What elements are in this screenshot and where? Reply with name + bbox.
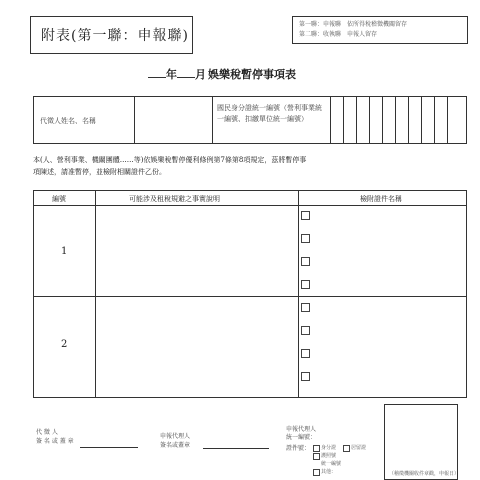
option-id-card: 身分證 <box>321 445 337 451</box>
agent-id-label: 申報代理人 統一編號： <box>286 426 317 441</box>
header-documents: 檢附證件名稱 <box>360 195 402 203</box>
row-1-number: 1 <box>61 246 68 257</box>
copy-notes-box <box>292 16 468 44</box>
stamp-box <box>384 404 458 480</box>
row-2-doc-checkbox-3[interactable] <box>301 349 310 358</box>
agent-signature-line[interactable] <box>203 448 269 449</box>
row-2-description[interactable] <box>96 297 298 397</box>
attachment-label-box <box>30 16 193 54</box>
option-id-card-checkbox[interactable] <box>313 445 320 452</box>
name-field[interactable] <box>135 97 212 143</box>
id-label: 國民身分證統一編號（營利事業統一編號、扣繳單位統一編號） <box>217 104 322 123</box>
option-passport-checkbox[interactable] <box>313 453 320 460</box>
name-label: 代徵人姓名、名稱 <box>40 117 96 125</box>
row-2-doc-checkbox-2[interactable] <box>301 326 310 335</box>
intro-line-1: 本(人、營利事業、機關團體……等)依娛樂稅暫停優利條例第7條第8項規定，茲將暫停事 <box>33 156 307 164</box>
row-1-doc-checkbox-4[interactable] <box>301 280 310 289</box>
form-title <box>148 66 296 82</box>
option-passport: 護照號 <box>321 453 337 459</box>
option-other: 其他： <box>321 469 337 475</box>
option-residence-checkbox[interactable] <box>343 445 350 452</box>
option-residence: 居留證 <box>351 445 367 451</box>
info-row <box>33 96 467 144</box>
copy-note-2: 第二聯：收執聯 申報人留存 <box>299 31 378 38</box>
intro-line-2: 項陳述，請准暫停，並檢附相關證件乙份。 <box>33 168 166 176</box>
header-description: 可能涉及租稅規避之事實說明 <box>129 195 220 203</box>
stamp-note: （稽徵機關收件章戳，申報日） <box>389 471 460 477</box>
main-table <box>33 190 467 398</box>
row-1-doc-checkbox-1[interactable] <box>301 211 310 220</box>
row-2-doc-checkbox-1[interactable] <box>301 303 310 312</box>
applicant-signature-line[interactable] <box>80 447 138 448</box>
option-unified-number: 統一編號 <box>321 461 342 467</box>
title-year: 年 <box>166 68 177 81</box>
row-2-doc-checkbox-4[interactable] <box>301 372 310 381</box>
copy-note-1: 第一聯：申報聯 依所得稅稽徵機關留存 <box>299 21 408 28</box>
row-1-doc-checkbox-3[interactable] <box>301 257 310 266</box>
header-number: 編號 <box>52 195 66 203</box>
agent-id-note: 證件號： <box>286 445 311 452</box>
attachment-label: 附表(第一聯：申報聯) <box>41 28 189 44</box>
row-1-doc-checkbox-2[interactable] <box>301 234 310 243</box>
applicant-signature-label: 代 徵 人 簽 名 或 蓋 章 <box>36 429 74 445</box>
row-1-description[interactable] <box>96 206 298 296</box>
option-other-checkbox[interactable] <box>313 469 320 476</box>
id-digit-boxes[interactable] <box>330 97 467 143</box>
agent-signature-label: 申報代理人 簽名或蓋章 <box>160 433 191 449</box>
title-text: 娛樂稅暫停事項表 <box>208 68 296 81</box>
title-month: 月 <box>195 68 206 81</box>
row-2-number: 2 <box>61 339 68 350</box>
